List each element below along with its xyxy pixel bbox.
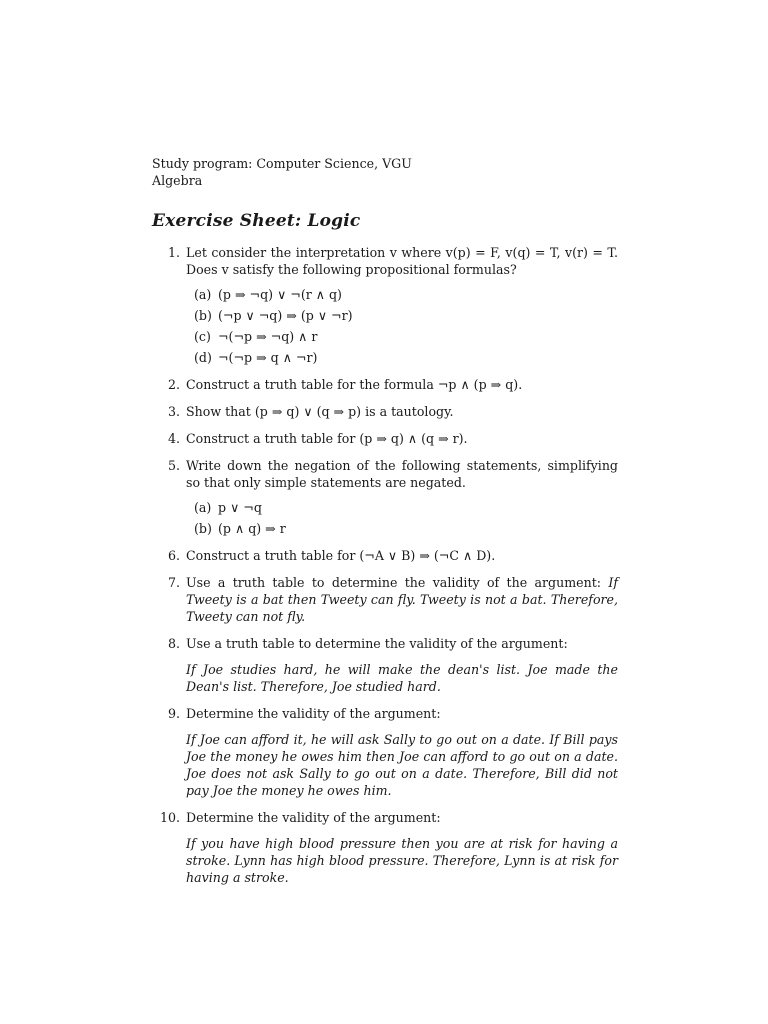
- sub-item: [194, 286, 618, 303]
- sub-item: [194, 499, 618, 516]
- exercise-text: Determine the validity of the argument:: [186, 706, 441, 721]
- exercise-list: [152, 244, 618, 886]
- exercise-9: [152, 705, 618, 799]
- sub-item: [194, 520, 618, 537]
- exercise-number: 4.: [167, 431, 180, 446]
- exercise-text: Construct a truth table for (p ⇒ q) ∧ (q ⇒ r).: [186, 431, 468, 446]
- formula: (p ⇒ ¬q) ∨ ¬(r ∧ q): [218, 287, 342, 302]
- exercise-number: 3.: [167, 404, 180, 419]
- exercise-8: [152, 635, 618, 695]
- exercise-number: 2.: [167, 377, 180, 392]
- exercise-number: 5.: [167, 458, 180, 473]
- sub-item-label: (b): [194, 308, 212, 323]
- exercise-prompt: Use a truth table to determine the validity of the argument:: [186, 575, 602, 590]
- sub-item: [194, 349, 618, 366]
- argument-text: If Tweety is a bat then Tweety can fly. Tweety is not a bat. Therefore, Tweety can not fly.: [186, 575, 618, 624]
- page-title: Exercise Sheet: Logic: [152, 211, 361, 231]
- sub-item-list: [194, 499, 618, 537]
- formula: (¬p ∨ ¬q) ⇒ (p ∨ ¬r): [218, 308, 353, 323]
- sub-item: [194, 328, 618, 345]
- exercise-text: Write down the negation of the following statements, simplifying so that only simple statements are negated.: [186, 458, 618, 490]
- exercise-text: Let consider the interpretation v where v(p) = F, v(q) = T, v(r) = T. Does v satisfy the following propositional formulas?: [186, 245, 618, 277]
- sub-item-label: (a): [194, 287, 212, 302]
- sub-item-label: (c): [194, 329, 211, 344]
- exercise-text: Determine the validity of the argument:: [186, 810, 441, 825]
- exercise-text: [186, 574, 618, 625]
- exercise-1: [152, 244, 618, 366]
- exercise-5: [152, 457, 618, 537]
- course-name: Algebra: [152, 173, 203, 188]
- exercise-text: Use a truth table to determine the validity of the argument:: [186, 636, 568, 651]
- formula: (p ∧ q) ⇒ r: [218, 521, 286, 536]
- exercise-text: Show that (p ⇒ q) ∨ (q ⇒ p) is a tautology.: [186, 404, 454, 419]
- exercise-text: Construct a truth table for the formula ¬p ∧ (p ⇒ q).: [186, 377, 523, 392]
- exercise-number: 9.: [167, 706, 180, 721]
- exercise-3: [152, 403, 618, 420]
- argument-text: If you have high blood pressure then you are at risk for having a stroke. Lynn has high blood pressure. Therefore, Lynn is at risk for having a stroke.: [186, 836, 618, 885]
- sub-item-list: [194, 286, 618, 366]
- exercise-2: [152, 376, 618, 393]
- exercise-number: 7.: [167, 575, 180, 590]
- sub-item-label: (d): [194, 350, 212, 365]
- exercise-6: [152, 547, 618, 564]
- formula: ¬(¬p ⇒ ¬q) ∧ r: [218, 329, 318, 344]
- formula: p ∨ ¬q: [218, 500, 262, 515]
- argument-text: If Joe can afford it, he will ask Sally to go out on a date. If Bill pays Joe the money he owes him then Joe can afford to go out on a date. Joe does not ask Sally to go out on a date. Therefore, Bill did not pay Joe the money he owes him.: [186, 732, 618, 798]
- exercise-7: [152, 574, 618, 625]
- formula: ¬(¬p ⇒ q ∧ ¬r): [218, 350, 318, 365]
- exercise-number: 1.: [167, 245, 180, 260]
- study-program-line: Study program: Computer Science, VGU: [152, 156, 412, 171]
- exercise-text: Construct a truth table for (¬A ∨ B) ⇒ (¬C ∧ D).: [186, 548, 496, 563]
- exercise-number: 6.: [167, 548, 180, 563]
- sub-item: [194, 307, 618, 324]
- sub-item-label: (a): [194, 500, 212, 515]
- sub-item-label: (b): [194, 521, 212, 536]
- exercise-number: 8.: [167, 636, 180, 651]
- document-page: [152, 155, 618, 896]
- exercise-4: [152, 430, 618, 447]
- exercise-number: 10.: [159, 810, 180, 825]
- exercise-10: [152, 809, 618, 886]
- argument-text: If Joe studies hard, he will make the dean's list. Joe made the Dean's list. Therefore, Joe studied hard.: [186, 662, 618, 694]
